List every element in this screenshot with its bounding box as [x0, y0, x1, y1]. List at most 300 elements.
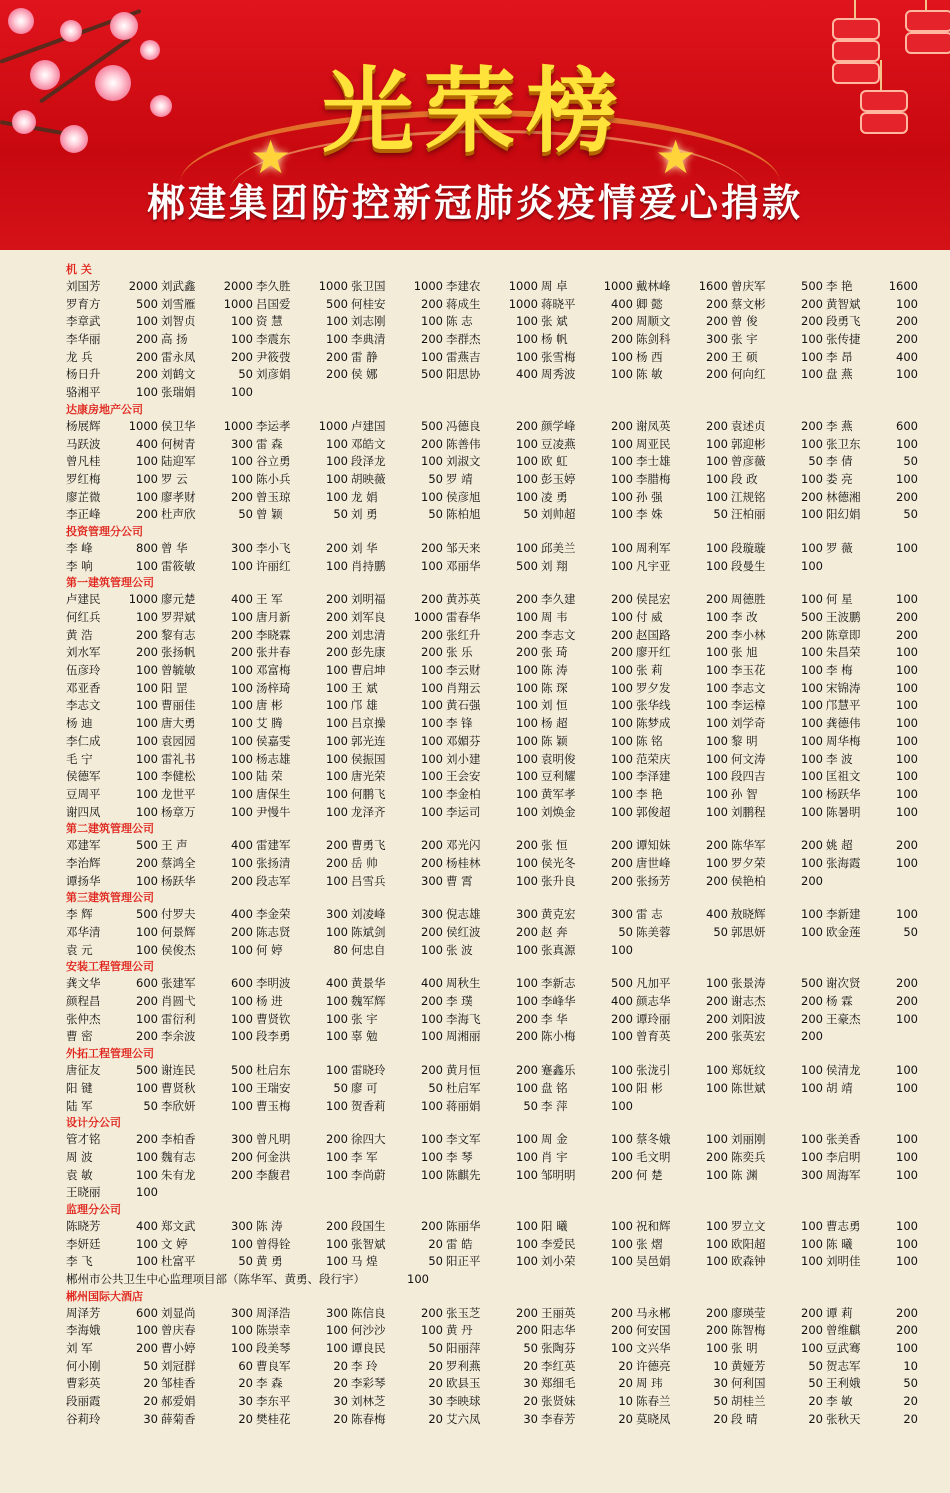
donor-name: 刘军良: [351, 610, 386, 624]
donor-entry: [446, 804, 541, 822]
donation-amount: 20: [713, 1411, 728, 1426]
donation-amount: 100: [706, 716, 728, 731]
donor-entry: [351, 331, 446, 349]
donor-entry: [446, 906, 541, 924]
donation-amount: 300: [611, 907, 633, 922]
donor-entry: [66, 1011, 161, 1029]
donor-name: 李 玲: [351, 1358, 378, 1373]
donor-name: 李章武: [66, 314, 101, 329]
donor-name: 龙世平: [161, 786, 196, 801]
donor-name: 唐世峰: [636, 855, 671, 870]
donor-entry: [446, 1062, 541, 1080]
donor-entry: [731, 697, 826, 715]
donor-row: [66, 924, 918, 942]
donor-name: 龙泽齐: [351, 804, 386, 819]
donor-entry: [826, 924, 921, 942]
donor-entry: [351, 715, 446, 733]
donor-entry: [66, 489, 161, 507]
donation-amount: 100: [611, 942, 633, 957]
donation-amount: 100: [421, 733, 443, 748]
donor-name: 曹丽佳: [161, 698, 196, 713]
donor-entry: [731, 1340, 826, 1358]
donation-amount: 200: [516, 627, 538, 642]
donation-amount: 20: [618, 1376, 633, 1391]
donation-amount: 100: [326, 1149, 348, 1164]
donor-name: 周 玮: [636, 1376, 663, 1391]
donor-entry: [636, 558, 731, 576]
donor-entry: [636, 975, 731, 993]
donor-entry: [636, 418, 731, 436]
donor-entry: [66, 733, 161, 751]
donation-amount: 100: [611, 471, 633, 486]
donor-entry: [541, 733, 636, 751]
donor-entry: [541, 1167, 636, 1185]
donor-name: 何小刚: [66, 1358, 101, 1373]
donation-amount: 200: [706, 1305, 728, 1320]
donor-entry: [826, 1305, 921, 1323]
donation-amount: 100: [611, 663, 633, 678]
donor-entry: [161, 993, 256, 1011]
donor-name: 李久建: [541, 592, 576, 607]
donation-amount: 100: [896, 1254, 918, 1269]
donation-amount: 100: [136, 1080, 158, 1095]
donor-entry: [66, 591, 161, 609]
donation-amount: 20: [523, 1358, 538, 1373]
donor-entry: [161, 453, 256, 471]
donation-amount: 100: [516, 733, 538, 748]
donor-entry: [161, 1080, 256, 1098]
donation-amount: 100: [231, 385, 253, 400]
section-title: 外拓工程管理公司: [66, 1047, 154, 1061]
donor-name: 骆湘平: [66, 385, 101, 400]
donor-name: 侯光冬: [541, 855, 576, 870]
donor-entry: [826, 1340, 921, 1358]
donation-amount: 100: [706, 436, 728, 451]
donor-entry: [66, 1131, 161, 1149]
donor-entry: [636, 1167, 731, 1185]
donation-amount: 200: [706, 1029, 728, 1044]
donation-amount: 100: [136, 1149, 158, 1164]
donor-name: 周 波: [66, 1149, 93, 1164]
donor-name: 邓建军: [66, 838, 101, 853]
donor-entry: [541, 906, 636, 924]
donation-amount: 100: [326, 1167, 348, 1182]
donation-amount: 100: [231, 698, 253, 713]
donor-entry: [446, 1011, 541, 1029]
donor-name: 刘焕金: [541, 804, 576, 819]
project-donor-name: 郴州市公共卫生中心监理项目部（陈华军、黄勇、段行宇）: [66, 1272, 365, 1286]
donation-amount: 100: [706, 663, 728, 678]
donor-row: [66, 1305, 918, 1323]
donor-entry: [826, 906, 921, 924]
donation-amount: 200: [516, 838, 538, 853]
donor-row: [66, 436, 918, 454]
donor-entry: [541, 453, 636, 471]
donor-name: 邓光闪: [446, 838, 481, 853]
donor-entry: [731, 418, 826, 436]
donor-name: 曹小婷: [161, 1341, 196, 1356]
donor-entry: [446, 751, 541, 769]
donation-amount: 100: [516, 1080, 538, 1095]
donation-amount: 400: [231, 838, 253, 853]
donor-name: 辜 勉: [351, 1029, 378, 1044]
donor-entry: [66, 1184, 161, 1202]
donor-entry: [826, 1131, 921, 1149]
donation-amount: 100: [706, 610, 728, 624]
donor-name: 侯清龙: [826, 1063, 861, 1078]
donor-name: 黎 明: [731, 733, 758, 748]
donation-amount: 100: [706, 976, 728, 991]
donor-entry: [636, 1322, 731, 1340]
donor-name: 曾凡明: [256, 1132, 291, 1147]
donor-name: 周 卓: [541, 279, 568, 293]
donor-name: 阳 罡: [161, 680, 188, 695]
donor-entry: [351, 768, 446, 786]
donor-name: 陈 敏: [636, 367, 663, 382]
donor-entry: [161, 975, 256, 993]
donor-entry: [541, 697, 636, 715]
page-subtitle: 郴建集团防控新冠肺炎疫情爱心捐款: [146, 181, 803, 225]
donation-amount: 100: [801, 1341, 823, 1356]
donor-entry: [446, 1340, 541, 1358]
donation-amount: 500: [516, 558, 538, 573]
donation-amount: 1000: [128, 592, 158, 607]
donor-name: 刘智贞: [161, 314, 196, 329]
donation-amount: 100: [896, 367, 918, 382]
donor-entry: [161, 1305, 256, 1323]
donor-name: 曾 华: [161, 540, 188, 555]
donation-amount: 200: [516, 645, 538, 660]
donor-entry: [731, 627, 826, 645]
donor-name: 廖元楚: [161, 592, 196, 607]
donation-amount: 20: [808, 1411, 823, 1426]
donor-name: 何红兵: [66, 610, 101, 624]
donation-amount: 200: [611, 1167, 633, 1182]
donor-name: 岳 帅: [351, 855, 378, 870]
donor-entry: [66, 384, 161, 402]
donation-amount: 200: [136, 645, 158, 660]
donor-row: [66, 453, 918, 471]
donor-name: 蒋成生: [446, 296, 481, 311]
donation-amount: 200: [231, 349, 253, 364]
donor-entry: [636, 697, 731, 715]
donation-amount: 100: [611, 1236, 633, 1251]
donation-amount: 100: [231, 716, 253, 731]
donor-entry: [66, 453, 161, 471]
donor-name: 张海霞: [826, 855, 861, 870]
donor-name: 袁明俊: [541, 751, 576, 766]
donation-amount: 100: [611, 507, 633, 522]
donor-entry: [541, 942, 636, 960]
donation-amount: 200: [421, 645, 443, 660]
donor-entry: [256, 506, 351, 524]
donation-amount: 1000: [508, 296, 538, 311]
donor-name: 李 锋: [446, 716, 473, 731]
donor-entry: [351, 1375, 446, 1393]
donation-amount: 100: [516, 314, 538, 329]
donor-entry: [256, 1358, 351, 1376]
donation-amount: 100: [611, 1218, 633, 1233]
donor-name: 邱美兰: [541, 540, 576, 555]
donor-row: [66, 644, 918, 662]
donor-name: 文兴华: [636, 1341, 671, 1356]
donation-amount: 20: [238, 1411, 253, 1426]
donor-name: 李 艳: [826, 279, 853, 293]
donor-name: 陈 渊: [731, 1167, 758, 1182]
donor-name: 李久胜: [256, 279, 291, 293]
donation-amount: 100: [896, 1218, 918, 1233]
donor-name: 张传捷: [826, 332, 861, 347]
donor-row: [66, 627, 918, 645]
donor-entry: [66, 1411, 161, 1429]
donor-name: 龚德伟: [826, 716, 861, 731]
donation-amount: 500: [611, 976, 633, 991]
donor-entry: [541, 471, 636, 489]
donor-entry: [636, 366, 731, 384]
donor-name: 刘冠群: [161, 1358, 196, 1373]
donation-amount: 50: [903, 507, 918, 522]
donor-entry: [446, 489, 541, 507]
donor-name: 陈暑明: [826, 804, 861, 819]
donation-amount: 50: [808, 454, 823, 469]
donor-name: 蒋丽娟: [446, 1098, 481, 1113]
donation-amount: 50: [808, 1376, 823, 1391]
donor-entry: [351, 644, 446, 662]
donor-entry: [541, 609, 636, 627]
donor-entry: [826, 1011, 921, 1029]
donor-entry: [731, 1167, 826, 1185]
donor-entry: [161, 1253, 256, 1271]
donation-amount: 100: [611, 716, 633, 731]
donation-amount: 200: [896, 1323, 918, 1338]
donor-row: [66, 855, 918, 873]
donation-amount: 100: [801, 855, 823, 870]
donor-entry: [541, 418, 636, 436]
donor-name: 李 璞: [446, 994, 473, 1009]
donor-name: 唐月新: [256, 610, 291, 624]
donor-name: 豆利耀: [541, 769, 576, 784]
donor-row: [66, 975, 918, 993]
donor-name: 欧县玉: [446, 1376, 481, 1391]
donation-amount: 100: [801, 925, 823, 939]
donation-amount: 100: [801, 1254, 823, 1269]
donor-entry: [446, 855, 541, 873]
donation-amount: 50: [808, 1358, 823, 1373]
donation-amount: 200: [706, 592, 728, 607]
donation-amount: 400: [516, 367, 538, 382]
donor-name: 李金柏: [446, 786, 481, 801]
donor-entry: [446, 733, 541, 751]
donor-entry: [256, 751, 351, 769]
donor-entry: [256, 278, 351, 296]
donor-name: 刘凌峰: [351, 907, 386, 922]
donor-entry: [256, 1167, 351, 1185]
donor-row: [66, 489, 918, 507]
donor-name: 李华丽: [66, 332, 101, 347]
donor-name: 陈剑科: [636, 332, 671, 347]
donation-amount: 100: [136, 385, 158, 400]
donor-entry: [541, 591, 636, 609]
donor-name: 杨桂林: [446, 855, 481, 870]
donor-entry: [636, 1080, 731, 1098]
donor-name: 陈华军: [731, 838, 766, 853]
donor-entry: [731, 715, 826, 733]
donor-name: 汤梓琦: [256, 680, 291, 695]
donor-entry: [636, 609, 731, 627]
donation-amount: 200: [611, 1011, 633, 1026]
donor-entry: [541, 1218, 636, 1236]
donation-amount: 200: [706, 627, 728, 642]
donor-entry: [66, 313, 161, 331]
donor-name: 豆武骞: [826, 1341, 861, 1356]
donor-name: 王利娥: [826, 1376, 861, 1391]
donor-entry: [161, 644, 256, 662]
donor-name: 唐保生: [256, 786, 291, 801]
donor-name: 马 煌: [351, 1254, 378, 1269]
donation-amount: 100: [801, 349, 823, 364]
donor-name: 侯俊杰: [161, 942, 196, 957]
donor-row: [66, 591, 918, 609]
donor-name: 侯红波: [446, 925, 481, 939]
donor-name: 陈 志: [446, 314, 473, 329]
donor-name: 赵 奔: [541, 925, 568, 939]
donor-name: 段勇飞: [826, 314, 861, 329]
donor-name: 郝爱娟: [161, 1394, 196, 1409]
donation-amount: 100: [421, 786, 443, 801]
donation-amount: 20: [333, 1376, 348, 1391]
donor-name: 何文涛: [731, 751, 766, 766]
donor-name: 王 硕: [731, 349, 758, 364]
donor-entry: [66, 715, 161, 733]
donor-entry: [256, 591, 351, 609]
donation-amount: 200: [896, 838, 918, 853]
donor-name: 蔡冬娥: [636, 1132, 671, 1147]
donor-name: 李 倩: [826, 454, 853, 469]
donor-name: 胡 靖: [826, 1080, 853, 1095]
donor-entry: [351, 873, 446, 891]
donor-name: 范荣庆: [636, 751, 671, 766]
donation-amount: 200: [516, 925, 538, 939]
donor-entry: [541, 436, 636, 454]
donation-amount: 100: [611, 454, 633, 469]
donation-amount: 200: [136, 332, 158, 347]
donation-amount: 100: [516, 698, 538, 713]
donation-amount: 100: [611, 698, 633, 713]
donor-entry: [826, 436, 921, 454]
donor-name: 刘帅超: [541, 507, 576, 522]
donor-name: 龙 娟: [351, 489, 378, 504]
donor-name: 段美琴: [256, 1341, 291, 1356]
donor-name: 谢次贤: [826, 976, 861, 991]
donation-amount: 500: [421, 367, 443, 382]
section-title: 第三建筑管理公司: [66, 891, 154, 905]
donor-name: 阳正平: [446, 1254, 481, 1269]
donor-entry: [826, 296, 921, 314]
donor-name: 刘阳波: [731, 1011, 766, 1026]
donor-entry: [351, 855, 446, 873]
donor-entry: [541, 751, 636, 769]
donation-amount: 100: [516, 1149, 538, 1164]
donor-entry: [731, 1393, 826, 1411]
donor-name: 黄 丹: [446, 1323, 473, 1338]
donor-entry: [256, 644, 351, 662]
donation-amount: 50: [713, 507, 728, 522]
donor-name: 凡加平: [636, 976, 671, 991]
donor-row: [66, 786, 918, 804]
donor-name: 颜学峰: [541, 418, 576, 433]
donor-entry: [636, 855, 731, 873]
donor-name: 卢建民: [66, 592, 101, 607]
donor-entry: [351, 453, 446, 471]
donor-entry: [636, 906, 731, 924]
donation-amount: 100: [896, 716, 918, 731]
donor-name: 廖孝财: [161, 489, 196, 504]
donor-name: 陈信良: [351, 1305, 386, 1320]
donor-name: 陈章即: [826, 627, 861, 642]
donation-amount: 100: [516, 855, 538, 870]
donor-entry: [446, 942, 541, 960]
donor-entry: [636, 540, 731, 558]
donor-entry: [351, 506, 446, 524]
donation-amount: 100: [136, 1011, 158, 1026]
donor-name: 何 星: [826, 592, 853, 607]
donor-entry: [636, 436, 731, 454]
donor-entry: [731, 1305, 826, 1323]
donation-amount: 20: [333, 1358, 348, 1373]
donor-entry: [446, 1098, 541, 1116]
donation-amount: 20: [428, 1411, 443, 1426]
donation-amount: 100: [326, 454, 348, 469]
donation-amount: 100: [611, 610, 633, 624]
donation-amount: 100: [516, 663, 538, 678]
donor-entry: [66, 1080, 161, 1098]
donation-amount: 100: [801, 471, 823, 486]
donor-entry: [826, 733, 921, 751]
donation-amount: 100: [896, 436, 918, 451]
donor-entry: [66, 1393, 161, 1411]
donation-amount: 100: [801, 558, 823, 573]
donor-name: 刘志刚: [351, 314, 386, 329]
donation-amount: 100: [231, 855, 253, 870]
donor-entry: [826, 1218, 921, 1236]
donor-name: 张陶芬: [541, 1341, 576, 1356]
donation-amount: 100: [801, 804, 823, 819]
donor-entry: [351, 1236, 446, 1254]
donation-amount: 300: [706, 332, 728, 347]
donor-entry: [446, 1149, 541, 1167]
donation-amount: 100: [706, 1341, 728, 1356]
donation-amount: 200: [231, 873, 253, 888]
donor-entry: [636, 506, 731, 524]
donor-name: 曾 俊: [731, 314, 758, 329]
donation-amount: 500: [136, 296, 158, 311]
donor-name: 李 峰: [66, 540, 93, 555]
donor-entry: [826, 662, 921, 680]
donation-amount: 100: [706, 680, 728, 695]
donor-name: 袁 元: [66, 942, 93, 957]
donor-entry: [351, 591, 446, 609]
donation-amount: 200: [706, 367, 728, 382]
donor-entry: [731, 540, 826, 558]
donation-amount: 200: [421, 332, 443, 347]
donation-amount: 200: [516, 418, 538, 433]
donor-entry: [161, 733, 256, 751]
donor-entry: [826, 1167, 921, 1185]
donor-name: 雷永凤: [161, 349, 196, 364]
donor-name: 卢建国: [351, 418, 386, 433]
donation-amount: 300: [231, 1218, 253, 1233]
donor-name: 李 改: [731, 610, 758, 624]
